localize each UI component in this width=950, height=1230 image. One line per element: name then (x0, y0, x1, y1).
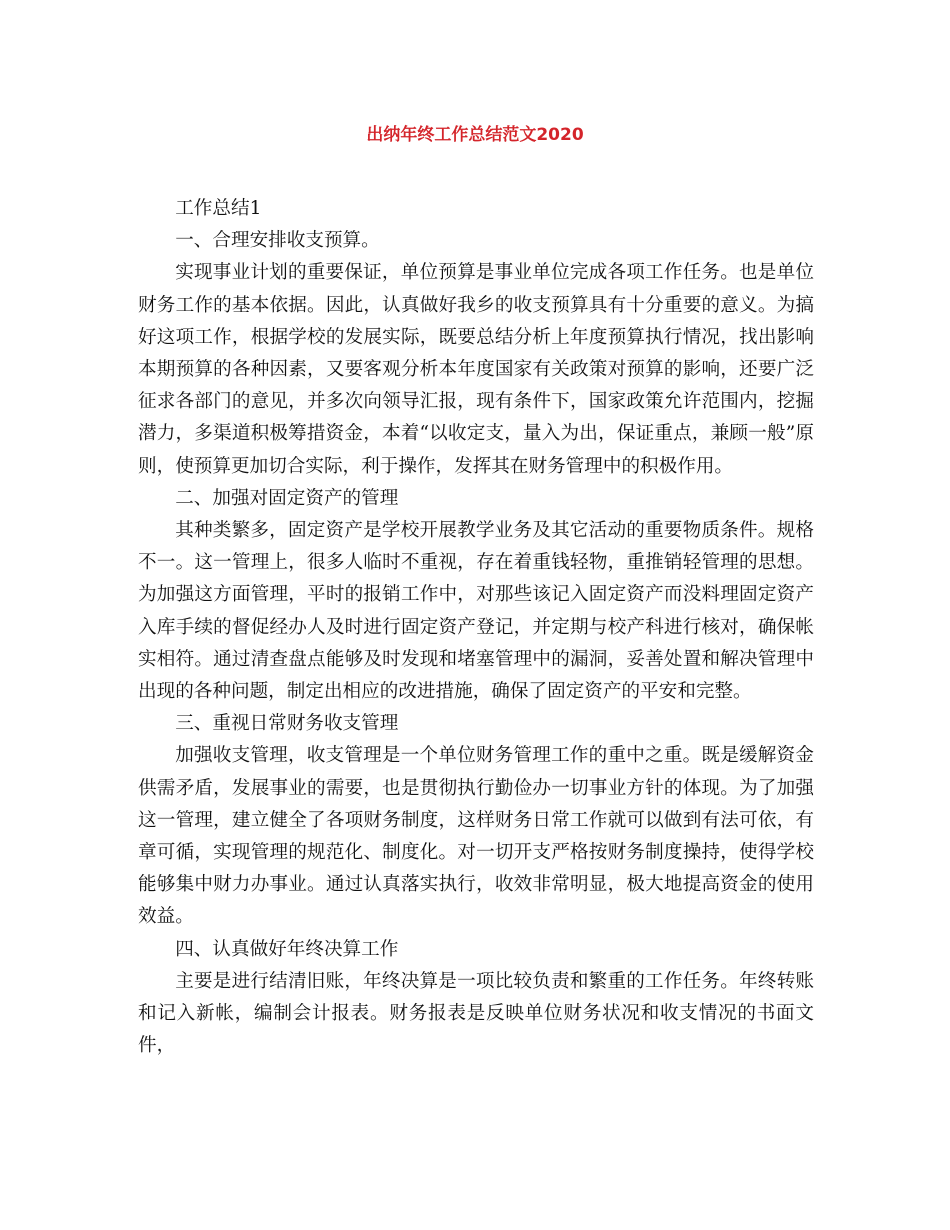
body-paragraph: 实现事业计划的重要保证，单位预算是事业单位完成各项工作任务。也是单位财务工作的基本依据。因此，认真做好我乡的收支预算具有十分重要的意义。为搞好这项工作，根据学校的发展实际，既要总结分析上年度预算执行情况，找出影响本期预算的各种因素，又要客观分析本年度国家有关政策对预算的影响，还要广泛征求各部门的意见，并多次向领导汇报，现有条件下，国家政策允许范围内，挖掘潜力，多渠道积极筹措资金，本着“以收定支，量入为出，保证重点，兼顾一般”原则，使预算更加切合实际，利于操作，发挥其在财务管理中的积极作用。 (138, 262, 814, 477)
section-heading: 工作总结1 (175, 198, 262, 219)
section-heading: 二、加强对固定资产的管理 (175, 487, 399, 509)
document-title: 出纳年终工作总结范文2020 (366, 125, 584, 145)
section-heading: 四、认真做好年终决算工作 (175, 938, 399, 960)
section-heading: 三、重视日常财务收支管理 (175, 713, 399, 735)
section-heading: 一、合理安排收支预算。 (175, 230, 380, 252)
body-paragraph: 加强收支管理，收支管理是一个单位财务管理工作的重中之重。既是缓解资金供需矛盾，发展事业的需要，也是贯彻执行勤俭办一切事业方针的体现。为了加强这一管理，建立健全了各项财务制度，这样财务日常工作就可以做到有法可依，有章可循，实现管理的规范化、制度化。对一切开支严格按财务制度操持，使得学校能够集中财力办事业。通过认真落实执行，收效非常明显，极大地提高资金的使用效益。 (138, 745, 814, 928)
body-paragraph: 主要是进行结清旧账，年终决算是一项比较负责和繁重的工作任务。年终转账和记入新帐，编制会计报表。财务报表是反映单位财务状况和收支情况的书面文件， (138, 970, 814, 1057)
body-paragraph: 其种类繁多，固定资产是学校开展教学业务及其它活动的重要物质条件。规格不一。这一管理上，很多人临时不重视，存在着重钱轻物，重推销轻管理的思想。为加强这方面管理，平时的报销工作中，对那些该记入固定资产而没料理固定资产入库手续的督促经办人及时进行固定资产登记，并定期与校产科进行核对，确保帐实相符。通过清查盘点能够及时发现和堵塞管理中的漏洞，妥善处置和解决管理中出现的各种问题，制定出相应的改进措施，确保了固定资产的平安和完整。 (138, 520, 814, 703)
document-body (138, 193, 814, 1062)
